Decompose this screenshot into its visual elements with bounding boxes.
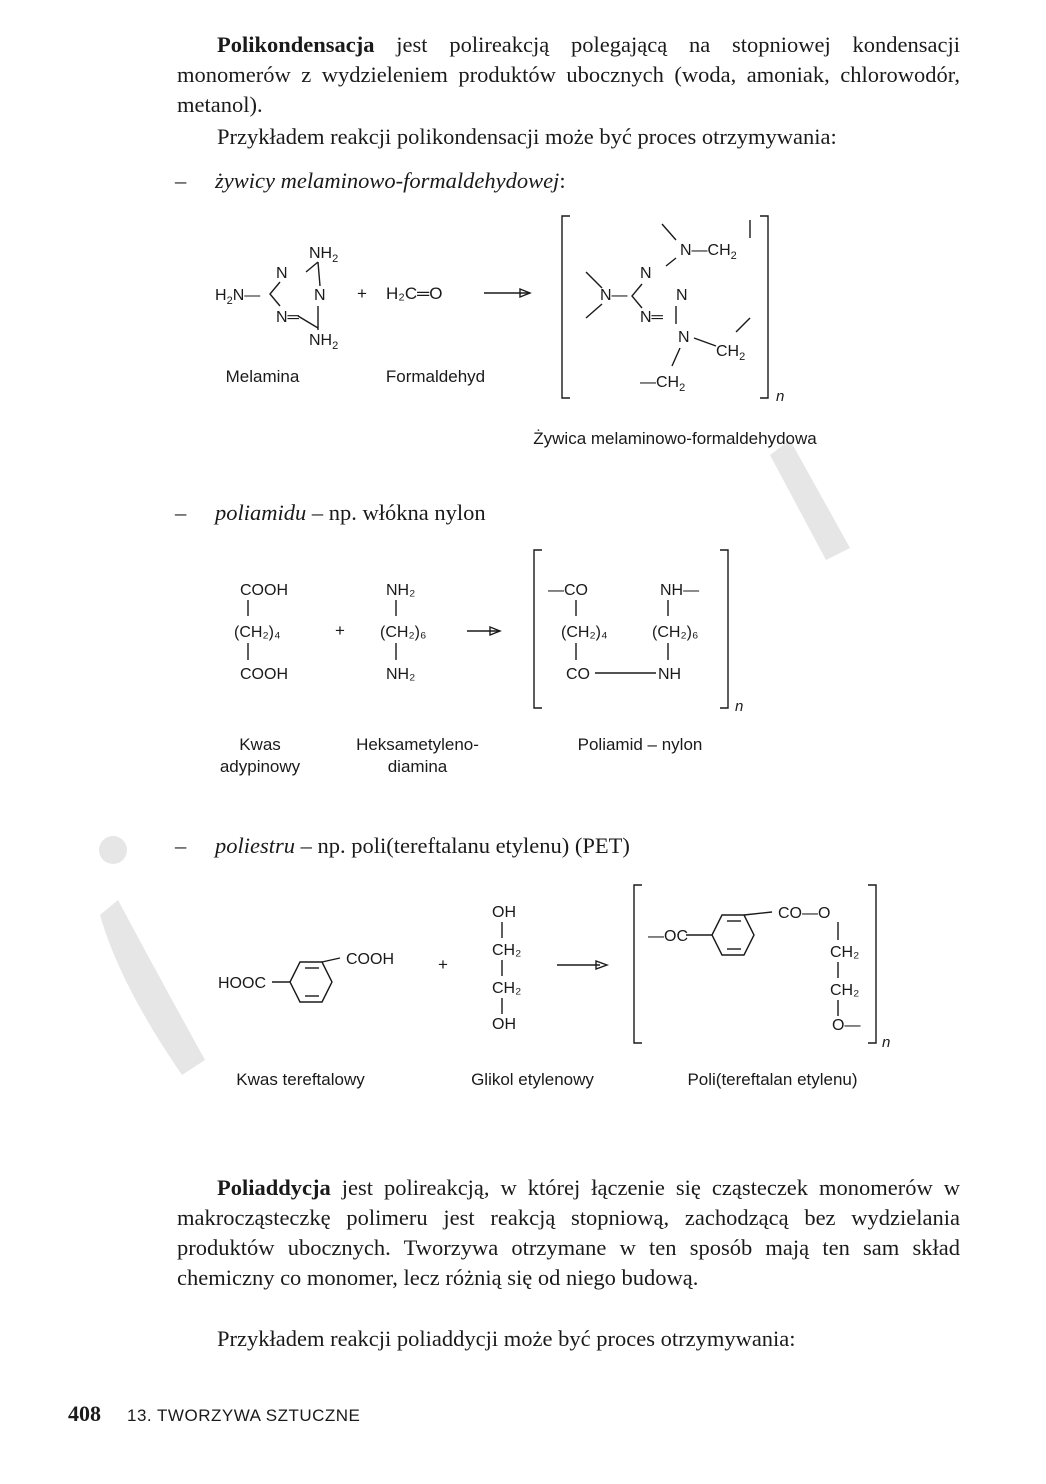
nylon-left-bottom: CO	[566, 666, 590, 683]
caption-resin: Żywica melaminowo-formaldehydowa	[533, 429, 817, 448]
glycol-top: OH	[492, 904, 516, 921]
resin-n-bottom: N	[678, 329, 690, 346]
pet-right: CO—O	[778, 905, 831, 922]
pet-structure	[648, 905, 860, 1034]
formaldehyde-formula: H₂C═O	[386, 284, 443, 303]
bullet-polyester-rest: – np. poli(tereftalanu etylenu) (PET)	[295, 833, 630, 858]
bullet-dash: –	[175, 500, 187, 525]
melamine-n1: N	[276, 265, 288, 282]
bullet-polyester-title: poliestru	[215, 833, 296, 858]
reaction3-n: n	[882, 1034, 891, 1051]
adipic-bottom: COOH	[240, 666, 288, 683]
bullet-dash: –	[175, 168, 187, 193]
bullet-melamine-title: żywicy melaminowo-formaldehydowej	[215, 168, 560, 193]
pet-left: —OC	[648, 928, 688, 945]
resin-ch2-bottom: $—CH_2$	[640, 374, 686, 394]
melamine-nh2-bottom: $NH_2$	[309, 332, 339, 352]
adipic-middle: (CH₂)₄	[234, 624, 281, 641]
bullet-polyamide-rest: – np. włókna nylon	[306, 500, 486, 525]
nylon-right-top: NH—	[660, 582, 700, 599]
diamine-middle: (CH₂)₆	[380, 624, 427, 641]
reaction2-n: n	[735, 698, 744, 715]
melamine-n3: N═	[276, 309, 299, 326]
nylon-right-middle: (CH₂)₆	[652, 624, 699, 641]
glycol-bottom: OH	[492, 1016, 516, 1033]
resin-ring-n2: N	[676, 287, 688, 304]
polyaddition-example-line: Przykładem reakcji poliaddycji może być proces otrzymywania:	[217, 1326, 796, 1351]
caption-adipic-line1: Kwas	[239, 735, 281, 754]
caption-pet: Poli(tereftalan etylenu)	[687, 1070, 858, 1089]
polyaddition-term: Poliaddycja	[217, 1175, 331, 1200]
pet-o-bottom: O—	[832, 1017, 861, 1034]
diamine-top: NH₂	[386, 582, 416, 599]
caption-formaldehyde: Formaldehyd	[385, 367, 486, 386]
diamine-bottom: NH₂	[386, 666, 416, 683]
melamine-nh2-top: $NH_2$	[309, 245, 339, 265]
resin-ring-n1: N	[640, 265, 652, 282]
reaction1-plus: +	[357, 284, 367, 303]
resin-n-top: $N—CH_2$	[680, 242, 737, 262]
intro-term: Polikondensacja	[217, 32, 375, 57]
caption-glycol: Glikol etylenowy	[471, 1070, 594, 1089]
melamine-h2n: $H_2N—$	[215, 287, 261, 307]
melamine-n2: N	[314, 287, 326, 304]
pet-ch2-2: CH₂	[830, 982, 860, 999]
caption-diamine-line2: diamina	[387, 757, 448, 776]
reaction1-n: n	[776, 388, 785, 405]
intro-example-line: Przykładem reakcji polikondensacji może być proces otrzymywania:	[217, 124, 837, 149]
ethylene-glycol-structure	[492, 904, 521, 1033]
nylon-left-top: —CO	[548, 582, 588, 599]
glycol-ch2-1: CH₂	[492, 942, 522, 959]
caption-melamine: Melamina	[225, 367, 300, 386]
caption-terephthalic: Kwas tereftalowy	[236, 1070, 365, 1089]
terephthalic-right: COOH	[346, 951, 394, 968]
resin-ring-n3: N═	[640, 309, 663, 326]
caption-diamine-line1: Heksametyleno-	[356, 735, 479, 754]
terephthalic-acid-structure	[218, 951, 394, 1002]
pet-ch2-1: CH₂	[830, 944, 860, 961]
bullet-dash: –	[175, 833, 187, 858]
nylon-left-middle: (CH₂)₄	[561, 624, 608, 641]
terephthalic-left: HOOC	[218, 975, 266, 992]
glycol-ch2-2: CH₂	[492, 980, 522, 997]
page-footer	[68, 1401, 360, 1427]
adipic-top: COOH	[240, 582, 288, 599]
nylon-right-bottom: NH	[658, 666, 682, 683]
caption-adipic-line2: adypinowy	[219, 757, 301, 776]
reaction3-plus: +	[438, 955, 448, 974]
page-number: 408	[68, 1401, 101, 1426]
chapter-title: 13. TWORZYWA SZTUCZNE	[127, 1406, 361, 1425]
caption-nylon: Poliamid – nylon	[577, 735, 703, 754]
bullet-polyamide-title: poliamidu	[215, 500, 307, 525]
reaction2-plus: +	[335, 621, 345, 640]
polyaddition-text: jest polireakcją, w której łączenie się cząsteczek monomerów w makrocząsteczkę polimeru jest reakcją stopniową, zachodzącą bez wydzielania produktów ubocznych. Tworzywa otrzymane w ten sposób mają ten sam skład chemiczny co monomer, lecz różnią się od niego budową.	[177, 1175, 960, 1290]
bullet-melamine-rest: :	[559, 168, 566, 193]
polyaddition-paragraph	[177, 1173, 960, 1293]
intro-text: jest polireakcją polegającą na stopniowej kondensacji monomerów z wydzieleniem produktów ubocznych (woda, amoniak, chlorowodór, metanol).	[177, 32, 960, 117]
resin-n-left: N—	[600, 287, 628, 304]
resin-ch2-right: $CH_2$	[716, 343, 746, 363]
